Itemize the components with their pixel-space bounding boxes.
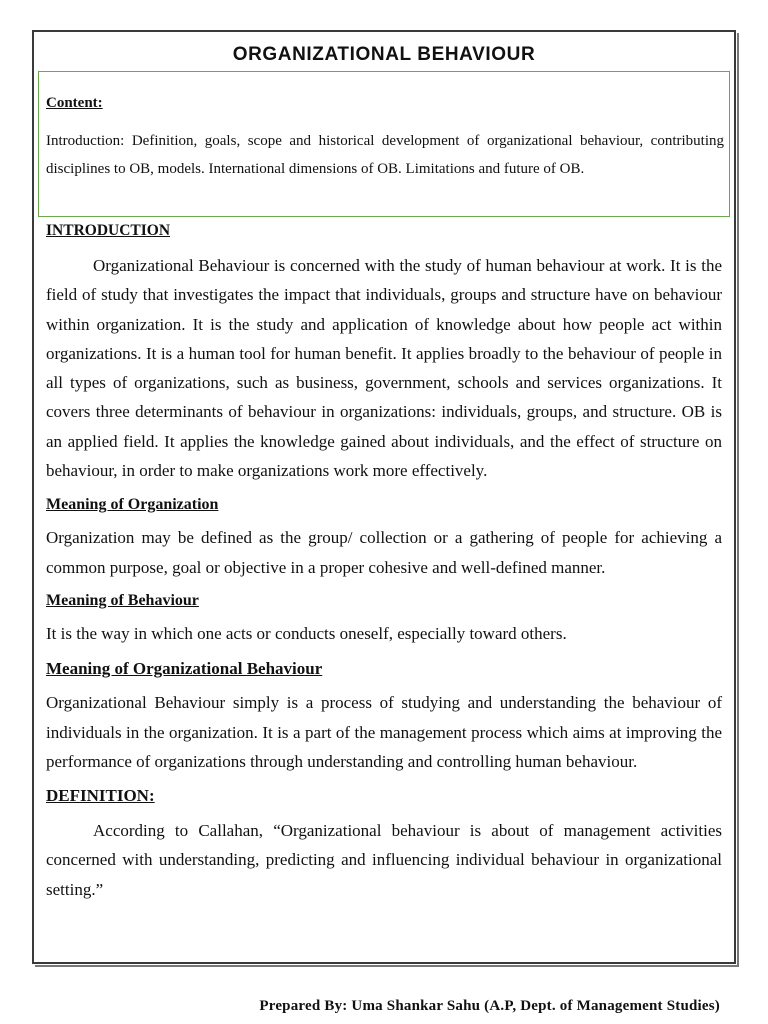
definition-heading: DEFINITION: [46,786,155,806]
document-title: ORGANIZATIONAL BEHAVIOUR [232,44,536,65]
meaning-ob-heading: Meaning of Organizational Behaviour [46,659,323,679]
content-label: Content: [46,95,103,111]
meaning-ob-text: Organizational Behaviour simply is a process of studying and understanding the behaviour of individuals in the organization. It is a part of the management process which aims at improving the performance of organizations through understanding and controlling human behaviour. [46,693,722,771]
introduction-text: Organizational Behaviour is concerned with the study of human behaviour at work. It is the field of study that investigates the impact that individuals, groups and structure have on behaviour within organization. It is the study and application of knowledge about how people act within organizations. It is a human tool for human benefit. It applies broadly to the behaviour of people in all types of organizations, such as business, government, schools and services organizations. It covers three determinants of behaviour in organizations: individuals, groups, and structure. OB is an applied field. It applies the knowledge gained about individuals, and the effect of structure on behaviour, in order to make organizations work more effectively. [46,256,722,481]
meaning-behaviour-text: It is the way in which one acts or conducts oneself, especially toward others. [46,623,567,643]
introduction-heading: INTRODUCTION [46,222,171,239]
meaning-organization-text: Organization may be defined as the group/ collection or a gathering of people for achieving a common purpose, goal or objective in a proper cohesive and well-defined manner. [46,528,722,577]
main-body [46,222,722,904]
content-text: Introduction: Definition, goals, scope and historical development of organizational behaviour, contributing disciplines to OB, models. International dimensions of OB. Limitations and future of OB. [46,133,724,177]
definition-text: According to Callahan, “Organizational behaviour is about of management activities concerned with understanding, predicting and influencing individual behaviour in organizational setting.” [46,821,722,899]
footer-credit: Prepared By: Uma Shankar Sahu (A.P, Dept. of Management Studies) [259,998,720,1014]
meaning-organization-heading: Meaning of Organization [46,496,219,514]
meaning-behaviour-heading: Meaning of Behaviour [46,591,199,609]
